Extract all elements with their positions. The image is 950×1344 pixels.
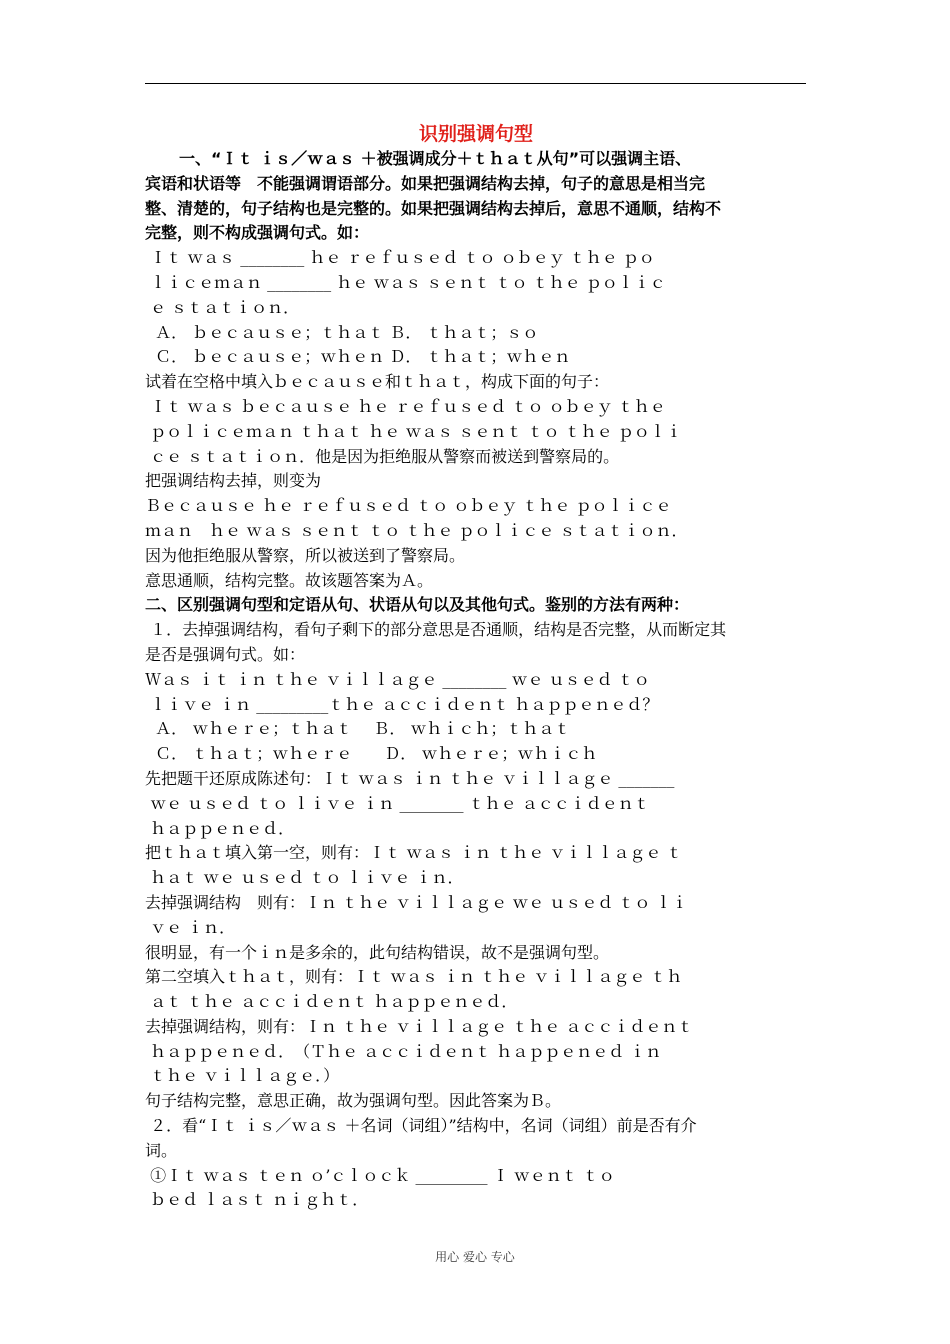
page-title: 识别强调句型 xyxy=(418,123,533,145)
text-line: １．去掉强调结构，看句子剩下的部分意思是否通顺，结构是否完整，从而断定其 xyxy=(145,620,727,640)
text-line: 词。 xyxy=(145,1140,178,1160)
text-line: Ｂｅｃａｕｓｅ ｈｅ ｒｅｆｕｓｅｄ ｔｏ ｏｂｅｙ ｔｈｅ ｐｏｌｉｃｅ xyxy=(145,496,672,516)
text-lines xyxy=(145,147,807,1213)
text-line: Ａ． ｂｅｃａｕｓｅ；ｔｈａｔ Ｂ． ｔｈａｔ；ｓｏ xyxy=(145,322,539,342)
text-line: Ｗａｓ ｉｔ ｉｎ ｔｈｅ ｖｉｌｌａｇｅ ________ ｗｅ ｕｓｅｄ ｔｏ xyxy=(145,669,650,689)
text-line: ｔｈｅ ｖｉｌｌａｇｅ．） xyxy=(145,1066,340,1086)
text-line: 第二空填入ｔｈａｔ，则有：Ｉｔ ｗａｓ ｉｎ ｔｈｅ ｖｉｌｌａｇｅ ｔｈ xyxy=(145,967,683,987)
text-line: ｈａｐｐｅｎｅｄ． （Ｔｈｅ ａｃｃｉｄｅｎｔ ｈａｐｐｅｎｅｄ ｉｎ xyxy=(145,1041,662,1061)
text-line: ２．看“Ｉｔ ｉｓ／ｗａｓ ＋名词（词组）”结构中，名词（词组）前是否有介 xyxy=(145,1116,697,1136)
text-line: 去掉强调结构，则有：Ｉｎ ｔｈｅ ｖｉｌｌａｇｅ ｔｈｅ ａｃｃｉｄｅｎｔ xyxy=(145,1016,694,1036)
text-line: Ａ． ｗｈｅｒｅ；ｔｈａｔ Ｂ． ｗｈｉｃｈ；ｔｈａｔ xyxy=(145,719,571,739)
text-line: ｃｅ ｓｔａｔｉｏｎ．他是因为拒绝服从警察而被送到警察局的。 xyxy=(145,446,620,466)
text-line: 把ｔｈａｔ填入第一空，则有：Ｉｔ ｗａｓ ｉｎ ｔｈｅ ｖｉｌｌａｇｅ ｔ xyxy=(145,843,683,863)
text-line: ｈａｐｐｅｎｅｄ． xyxy=(145,818,295,838)
text-line: ①Ｉｔ ｗａｓ ｔｅｎ ｏ’ｃｌｏｃｋ _________ Ｉ ｗｅｎｔ ｔｏ xyxy=(145,1165,615,1185)
text-line: 先把题干还原成陈述句：Ｉｔ ｗａｓ ｉｎ ｔｈｅ ｖｉｌｌａｇｅ _______ xyxy=(145,768,675,788)
text-line: 一、“Ｉｔ ｉｓ／ｗａｓ ＋被强调成分＋ｔｈａｔ从句”可以强调主语、 xyxy=(179,149,692,168)
text-line: Ｃ． ｔｈａｔ；ｗｈｅｒｅ Ｄ． ｗｈｅｒｅ；ｗｈｉｃｈ xyxy=(145,744,598,764)
document-body xyxy=(145,122,807,1213)
text-line: ｈａｔ ｗｅ ｕｓｅｄ ｔｏ ｌｉｖｅ ｉｎ． xyxy=(145,868,464,888)
text-line: 宾语和状语等 不能强调谓语部分。如果把强调结构去掉，句子的意思是相当完 xyxy=(145,173,706,193)
header-rule xyxy=(145,83,806,84)
text-line: 句子结构完整，意思正确，故为强调句型。因此答案为Ｂ。 xyxy=(145,1091,562,1111)
text-line: ｖｅ ｉｎ． xyxy=(145,917,236,937)
text-line: 整、清楚的，句子结构也是完整的。如果把强调结构去掉后，意思不通顺，结构不 xyxy=(145,198,722,218)
text-line: 去掉强调结构 则有：Ｉｎ ｔｈｅ ｖｉｌｌａｇｅ ｗｅ ｕｓｅｄ ｔｏ ｌｉ xyxy=(145,892,688,912)
text-line: Ｉｔ ｗａｓ ｂｅｃａｕｓｅ ｈｅ ｒｅｆｕｓｅｄ ｔｏ ｏｂｅｙ ｔｈｅ xyxy=(145,396,666,416)
text-line: 完整，则不构成强调句式。如： xyxy=(145,223,370,243)
text-line: 是否是强调句式。如： xyxy=(145,644,306,664)
text-line: ｐｏｌｉｃｅｍａｎ ｔｈａｔ ｈｅ ｗａｓ ｓｅｎｔ ｔｏ ｔｈｅ ｐｏｌｉ xyxy=(145,421,682,441)
page-footer: 用心 爱心 专心 xyxy=(435,1250,515,1264)
text-line: ｌｉｖｅ ｉｎ _________ｔｈｅ ａｃｃｉｄｅｎｔ ｈａｐｐｅｎｅｄ？ xyxy=(145,694,659,714)
text-line: 很明显，有一个ｉｎ是多余的，此句结构错误，故不是强调句型。 xyxy=(145,942,610,962)
text-line: 二、区别强调句型和定语从句、状语从句以及其他句式。鉴别的方法有两种： xyxy=(145,595,690,615)
text-line: ｍａｎ ｈｅ ｗａｓ ｓｅｎｔ ｔｏ ｔｈｅ ｐｏｌｉｃｅ ｓｔａｔｉｏｎ． xyxy=(145,520,688,540)
text-line: 试着在空格中填入ｂｅｃａｕｓｅ和ｔｈａｔ，构成下面的句子： xyxy=(145,372,610,392)
text-line: ｅ ｓｔａｔｉｏｎ． xyxy=(145,297,300,317)
text-line: ｂｅｄ ｌａｓｔ ｎｉｇｈｔ． xyxy=(145,1190,369,1210)
text-line: Ｉｔ ｗａｓ ________ ｈｅ ｒｅｆｕｓｅｄ ｔｏ ｏｂｅｙ ｔｈｅ ｐｏ xyxy=(145,248,655,268)
text-line: 因为他拒绝服从警察，所以被送到了警察局。 xyxy=(145,545,466,565)
text-line: ｗｅ ｕｓｅｄ ｔｏ ｌｉｖｅ ｉｎ ________ ｔｈｅ ａｃｃｉｄｅｎｔ xyxy=(145,793,650,813)
text-line: ｌｉｃｅｍａｎ ________ ｈｅ ｗａｓ ｓｅｎｔ ｔｏ ｔｈｅ ｐｏｌｉｃ xyxy=(145,272,666,292)
text-line: 把强调结构去掉，则变为 xyxy=(145,471,322,491)
text-line: ａｔ ｔｈｅ ａｃｃｉｄｅｎｔ ｈａｐｐｅｎｅｄ． xyxy=(145,992,518,1012)
text-line: Ｃ． ｂｅｃａｕｓｅ；ｗｈｅｎ Ｄ． ｔｈａｔ；ｗｈｅｎ xyxy=(145,347,571,367)
text-line: 意思通顺，结构完整。故该题答案为Ａ。 xyxy=(145,570,434,590)
